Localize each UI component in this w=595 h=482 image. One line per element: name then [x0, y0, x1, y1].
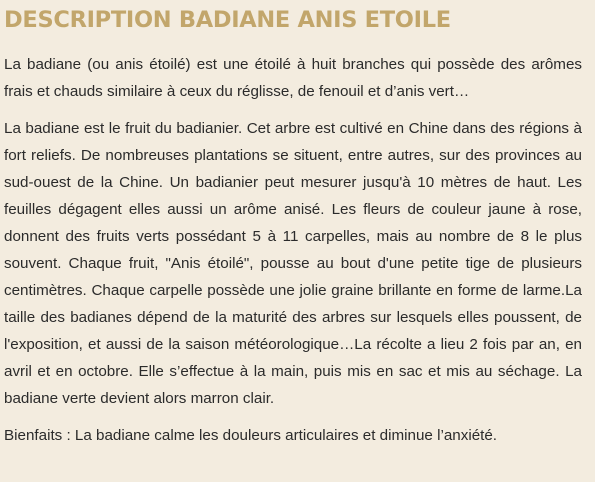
intro-paragraph: La badiane (ou anis étoilé) est une étoilé à huit branches qui possède des arômes frais et chauds similaire à ceux du réglisse, de fenouil et d’anis vert…: [4, 56, 582, 100]
details-paragraph: La badiane est le fruit du badianier. Cet arbre est cultivé en Chine dans des régions à fort reliefs. De nombreuses plantations se situent, entre autres, sur des provinces au sud-ouest de la Chine. Un badianier peut mesurer jusqu'à 10 mètres de haut. Les feuilles dégagent elles aussi un arôme anisé. Les fleurs de couleur jaune à rose, donnent des fruits verts possédant 5 à 11 carpelles, mais au nombre de 8 le plus souvent. Chaque fruit, "Anis étoilé", pousse au bout d'une petite tige de plusieurs centimètres. Chaque carpelle possède une jolie graine brillante en forme de larme.La taille des badianes dépend de la maturité des arbres sur lesquels elles poussent, de l'exposition, et aussi de la saison météorologique…La récolte a lieu 2 fois par an, en avril et en octobre. Elle s’effectue à la main, puis mis en sac et mis au séchage. La badiane verte devient alors marron clair.: [4, 120, 582, 407]
section-title: DESCRIPTION BADIANE ANIS ETOILE: [4, 7, 451, 33]
benefits-paragraph: Bienfaits : La badiane calme les douleurs articulaires et diminue l’anxiété.: [4, 427, 498, 444]
